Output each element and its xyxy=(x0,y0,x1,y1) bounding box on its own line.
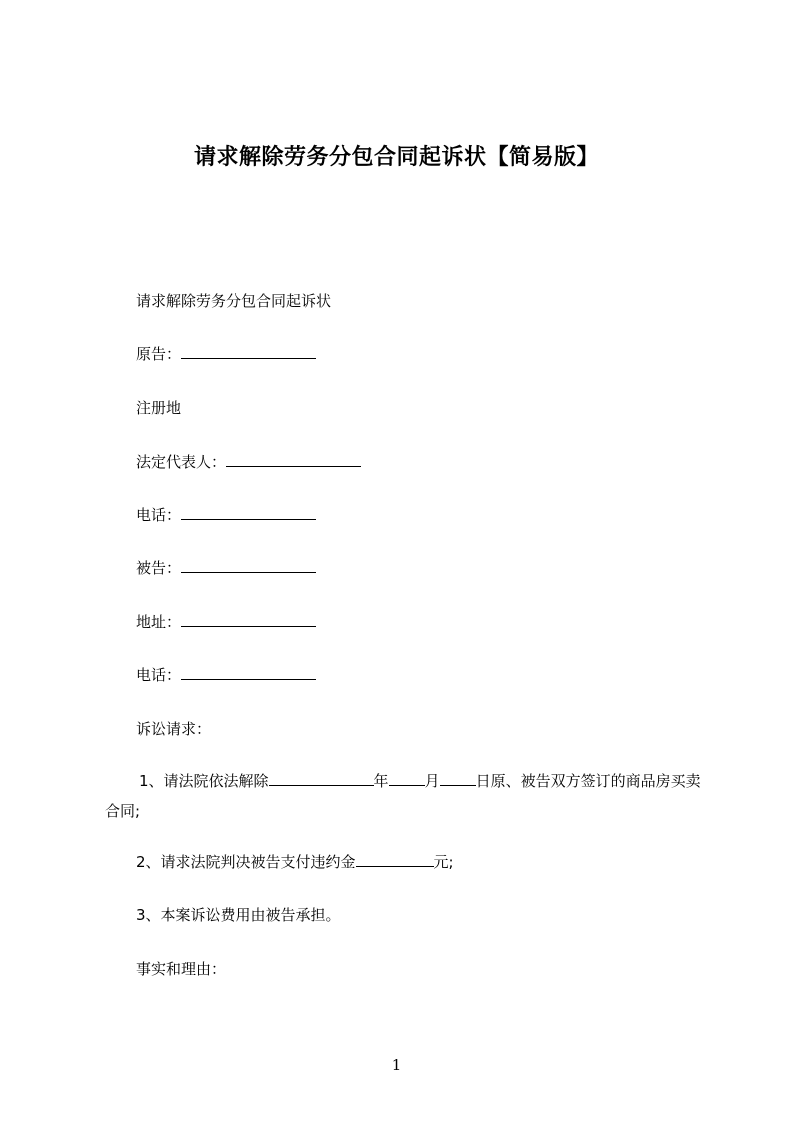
claim-1-day-blank[interactable] xyxy=(440,771,476,786)
document-subtitle: 请求解除劳务分包合同起诉状 xyxy=(136,292,332,310)
registered-address-label: 注册地 xyxy=(136,399,182,417)
plaintiff-phone-label: 电话： xyxy=(136,506,182,524)
claim-1-year: 年 xyxy=(373,772,389,790)
legal-rep-line xyxy=(136,452,361,472)
claims-heading: 诉讼请求： xyxy=(136,720,212,738)
claim-1-prefix: 1、请法院依法解除 xyxy=(139,772,269,790)
plaintiff-phone-line xyxy=(136,505,316,525)
claim-1-month: 月 xyxy=(424,772,440,790)
claim-1-rest: 日原、被告双方签订的商品房买卖合同; xyxy=(105,772,701,820)
defendant-line xyxy=(136,558,316,578)
facts-heading: 事实和理由： xyxy=(136,960,227,978)
claim-2-line xyxy=(136,852,454,872)
plaintiff-phone-blank[interactable] xyxy=(181,505,316,520)
address-line xyxy=(136,612,316,632)
defendant-phone-blank[interactable] xyxy=(181,665,316,680)
claim-3: 3、本案诉讼费用由被告承担。 xyxy=(136,906,341,924)
claim-2-suffix: 元; xyxy=(433,853,454,871)
page-number: 1 xyxy=(391,1056,402,1074)
defendant-phone-label: 电话： xyxy=(136,666,182,684)
defendant-blank[interactable] xyxy=(181,558,316,573)
address-blank[interactable] xyxy=(181,612,316,627)
claim-1-month-blank[interactable] xyxy=(389,771,425,786)
plaintiff-label: 原告： xyxy=(136,345,182,363)
page-title: 请求解除劳务分包合同起诉状【简易版】 xyxy=(193,145,599,170)
claim-1 xyxy=(105,766,705,826)
plaintiff-blank[interactable] xyxy=(181,344,316,359)
legal-rep-label: 法定代表人： xyxy=(136,453,227,471)
defendant-phone-line xyxy=(136,665,316,685)
legal-rep-blank[interactable] xyxy=(226,452,361,467)
claim-2-prefix: 2、请求法院判决被告支付违约金 xyxy=(136,853,356,871)
address-label: 地址： xyxy=(136,613,182,631)
plaintiff-line xyxy=(136,344,316,364)
claim-2-amount-blank[interactable] xyxy=(356,852,434,867)
claim-1-date-blank[interactable] xyxy=(269,771,374,786)
defendant-label: 被告： xyxy=(136,559,182,577)
